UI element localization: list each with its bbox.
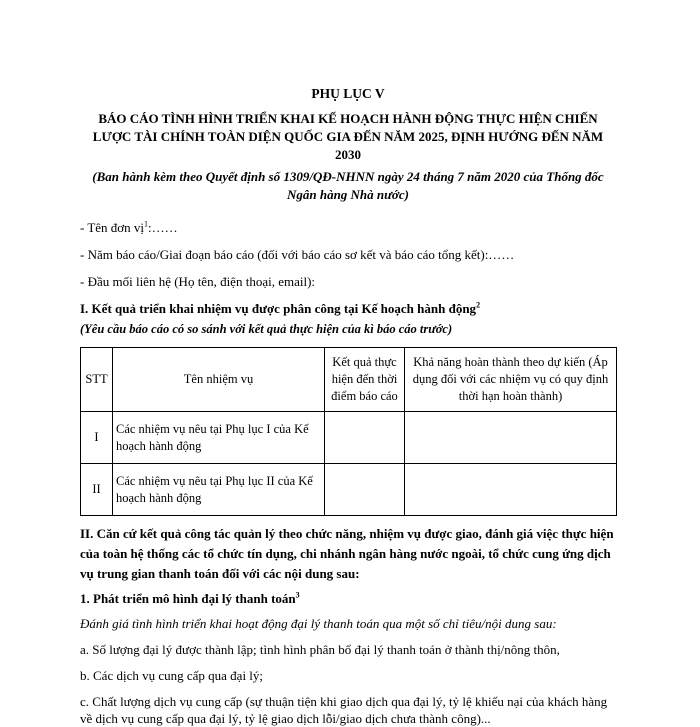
section-2-heading: II. Căn cứ kết quả công tác quản lý theo chức năng, nhiệm vụ được giao, đánh giá việc thực hiện của toàn hệ thống các tổ chức tín dụng, chi nhánh ngân hàng nước ngoài, tổ chức cung ứng dịch vụ trung gian thanh toán đối với các nội dung sau: — [80, 526, 614, 581]
appendix-title: PHỤ LỤC V — [311, 86, 385, 101]
row-stt: II — [81, 464, 113, 516]
evaluation-intro: Đánh giá tình hình triển khai hoạt động đại lý thanh toán qua một số chỉ tiêu/nội dung sau: — [80, 616, 557, 631]
section-1-heading-text: I. Kết quả triển khai nhiệm vụ được phân công tại Kế hoạch hành động — [80, 301, 477, 316]
document-page — [80, 86, 616, 727]
row-result-cell[interactable] — [325, 412, 405, 464]
contact-field: - Đầu mối liên hệ (Họ tên, điện thoại, email): — [80, 274, 316, 289]
header-result: Kết quả thực hiện đến thời điểm báo cáo — [325, 348, 405, 412]
report-title — [80, 110, 616, 164]
list-item: a. Số lượng đại lý được thành lập; tình hình phân bổ đại lý thanh toán ở thành thị/nông thôn, — [80, 642, 560, 657]
header-completion-ability: Khả năng hoàn thành theo dự kiến (Áp dụng đối với các nhiệm vụ có quy định thời hạn hoàn thành) — [405, 348, 617, 412]
row-task-name: Các nhiệm vụ nêu tại Phụ lục I của Kế hoạch hành động — [113, 412, 325, 464]
table-row — [81, 464, 617, 516]
tasks-table — [80, 347, 617, 516]
table-row — [81, 412, 617, 464]
table-header-row — [81, 348, 617, 412]
section-1-note: (Yêu cầu báo cáo có so sánh với kết quả thực hiện của kì báo cáo trước) — [80, 322, 453, 336]
footnote-ref-1[interactable]: 1 — [144, 219, 149, 229]
section-1-heading — [80, 300, 616, 317]
unit-name-field — [80, 220, 616, 236]
subsection-1-heading-text: 1. Phát triển mô hình đại lý thanh toán — [80, 591, 296, 606]
header-stt: STT — [81, 348, 113, 412]
unit-name-value: :…… — [148, 220, 178, 235]
row-task-name: Các nhiệm vụ nêu tại Phụ lục II của Kế hoạch hành động — [113, 464, 325, 516]
list-item: b. Các dịch vụ cung cấp qua đại lý; — [80, 668, 264, 683]
subsection-1-heading — [80, 590, 616, 607]
footnote-ref-3[interactable]: 3 — [295, 590, 300, 600]
report-title-line-2: LƯỢC TÀI CHÍNH TOÀN DIỆN QUỐC GIA ĐẾN NĂM 2025, ĐỊNH HƯỚNG ĐẾN NĂM — [92, 129, 604, 144]
header-task-name: Tên nhiệm vụ — [113, 348, 325, 412]
footnote-ref-2[interactable]: 2 — [476, 300, 481, 310]
issued-note — [80, 168, 616, 204]
report-year-field: - Năm báo cáo/Giai đoạn báo cáo (đối với báo cáo sơ kết và báo cáo tổng kết):…… — [80, 247, 515, 262]
row-ability-cell[interactable] — [405, 464, 617, 516]
unit-name-label: - Tên đơn vị — [80, 220, 145, 235]
report-title-line-3: 2030 — [335, 147, 361, 162]
report-title-line-1: BÁO CÁO TÌNH HÌNH TRIỂN KHAI KẾ HOẠCH HÀNH ĐỘNG THỰC HIỆN CHIẾN — [98, 111, 598, 126]
list-item: c. Chất lượng dịch vụ cung cấp (sự thuận tiện khi giao dịch qua đại lý, tỷ lệ khiếu nại của khách hàng về dịch vụ cung cấp qua đại lý, tỷ lệ giao dịch lỗi/giao dịch chưa thành công)... — [80, 694, 608, 726]
row-result-cell[interactable] — [325, 464, 405, 516]
row-stt: I — [81, 412, 113, 464]
row-ability-cell[interactable] — [405, 412, 617, 464]
issued-note-line-1: (Ban hành kèm theo Quyết định số 1309/QĐ-NHNN ngày 24 tháng 7 năm 2020 của Thống đốc — [92, 169, 604, 184]
issued-note-line-2: Ngân hàng Nhà nước) — [286, 187, 410, 202]
